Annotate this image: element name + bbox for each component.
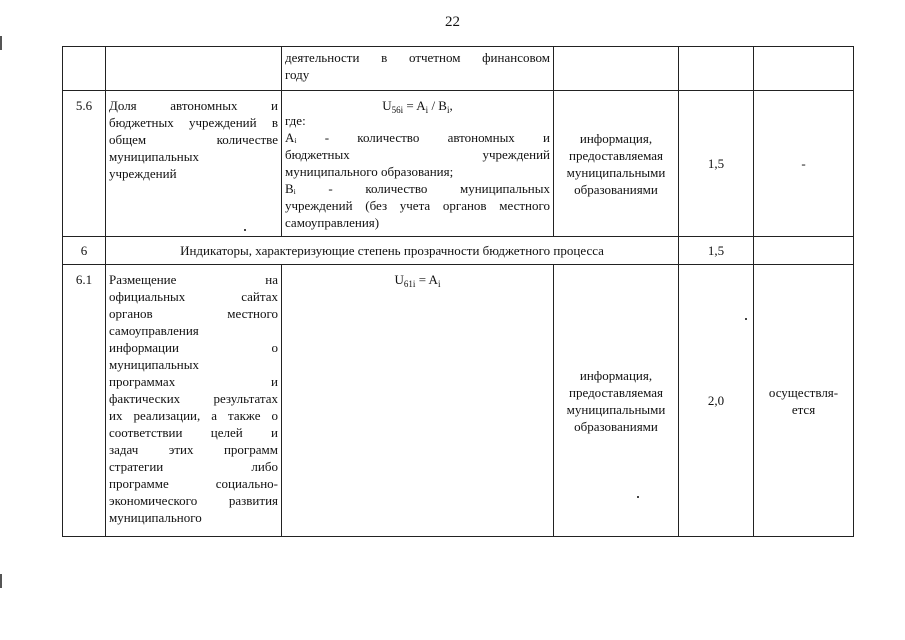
name-line: экономического развития xyxy=(109,493,278,508)
cell-weight xyxy=(679,47,754,91)
note-value xyxy=(754,237,854,265)
indicator-table xyxy=(62,46,854,537)
name-line: фактических результатах xyxy=(109,391,278,406)
cell-name xyxy=(106,47,282,91)
formula-tail-line: году xyxy=(285,67,310,82)
name-line: официальных сайтах xyxy=(109,289,278,304)
page-number: 22 xyxy=(445,14,460,30)
definition-line: учреждений (без учета органов местного xyxy=(285,198,550,213)
name-line: муниципального xyxy=(109,510,202,525)
name-line: учреждений xyxy=(109,166,177,181)
name-line: муниципальных xyxy=(109,149,200,164)
cell-note xyxy=(754,47,854,91)
info-source: информация, предоставляемая муниципальными образованиями xyxy=(554,265,679,537)
definition-line: бюджетных учреждений xyxy=(285,147,550,162)
formula-cell xyxy=(282,91,554,237)
weight-value: 2,0 xyxy=(679,265,754,537)
definition-line: самоуправления) xyxy=(285,215,380,230)
name-line: Доля автономных и xyxy=(109,98,278,113)
table-row-6 xyxy=(63,237,854,265)
section-title: Индикаторы, характеризующие степень прозрачности бюджетного процесса xyxy=(106,237,679,265)
table-row-6-1 xyxy=(63,265,854,537)
cell-num xyxy=(63,47,106,91)
definition-line: Bᵢ - количество муниципальных xyxy=(285,181,550,196)
scan-speck xyxy=(745,318,747,320)
cell-formula xyxy=(282,47,554,91)
name-line: их реализации, а также о xyxy=(109,408,278,423)
indicator-name xyxy=(106,265,282,537)
row-number: 6 xyxy=(63,237,106,265)
table-row-5-6 xyxy=(63,91,854,237)
note-value: - xyxy=(754,91,854,237)
name-line: бюджетных учреждений в xyxy=(109,115,278,130)
name-line: программах и xyxy=(109,374,278,389)
name-line: соответствии целей и xyxy=(109,425,278,440)
definition-line: Aᵢ - количество автономных и xyxy=(285,130,550,145)
note-value: осуществля-ется xyxy=(754,265,854,537)
table-row-continuation xyxy=(63,47,854,91)
formula-tail-line: деятельности в отчетном финансовом xyxy=(285,50,550,65)
name-line: стратегии либо xyxy=(109,459,278,474)
formula: $U_{56i} = A_i / B_i$, xyxy=(382,98,453,115)
weight-value: 1,5 xyxy=(679,237,754,265)
formula: $U_{61i} = A_i$ xyxy=(394,272,441,289)
name-line: задач этих программ xyxy=(109,442,278,457)
info-source: информация, предоставляемая муниципальными образованиями xyxy=(554,91,679,237)
definition-line: муниципального образования; xyxy=(285,164,454,179)
where-label: где: xyxy=(285,113,306,128)
row-number: 6.1 xyxy=(63,265,106,537)
name-line: самоуправления xyxy=(109,323,199,338)
scan-edge-mark-bottom xyxy=(0,574,2,588)
name-line: общем количестве xyxy=(109,132,278,147)
name-line: информации о xyxy=(109,340,278,355)
indicator-name xyxy=(106,91,282,237)
cell-source xyxy=(554,47,679,91)
name-line: Размещение на xyxy=(109,272,278,287)
row-number: 5.6 xyxy=(63,91,106,237)
scan-speck xyxy=(637,496,639,498)
scan-speck xyxy=(244,229,246,231)
formula-cell xyxy=(282,265,554,537)
weight-value: 1,5 xyxy=(679,91,754,237)
name-line: программе социально- xyxy=(109,476,278,491)
scan-edge-mark-top xyxy=(0,36,2,50)
name-line: органов местного xyxy=(109,306,278,321)
name-line: муниципальных xyxy=(109,357,200,372)
